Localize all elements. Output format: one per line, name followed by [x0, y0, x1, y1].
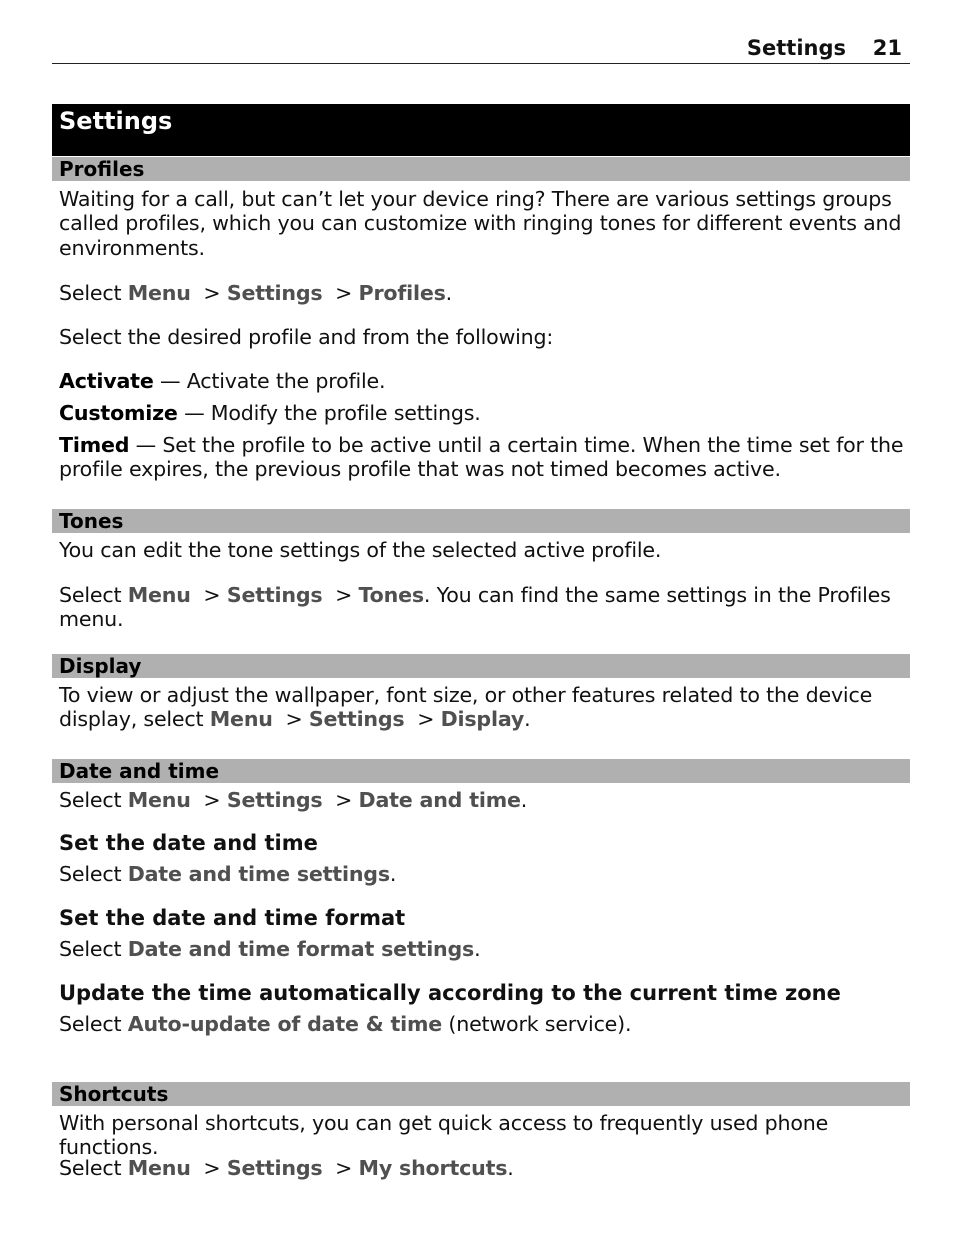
section-header-profiles [52, 157, 910, 181]
set-date-time-instruction: Select Date and time settings. [59, 862, 397, 886]
subheading-auto-update-time: Update the time automatically according to the current time zone [59, 981, 841, 1005]
section-title: Profiles [59, 157, 145, 181]
subheading-set-date-time: Set the date and time [59, 831, 318, 855]
section-title: Display [59, 654, 142, 678]
auto-update-time-instruction: Select Auto-update of date & time (network service). [59, 1012, 632, 1036]
set-date-time-format-instruction: Select Date and time format settings. [59, 937, 481, 961]
section-title: Date and time [59, 759, 220, 783]
display-intro: To view or adjust the wallpaper, font size, or other features related to the device display, select Menu > Settings > Display. [59, 683, 873, 732]
subheading-set-date-time-format: Set the date and time format [59, 906, 406, 930]
section-title: Tones [59, 509, 124, 533]
profile-option-activate: Activate — Activate the profile. [59, 369, 386, 393]
running-header [52, 36, 910, 64]
tones-menu-path: Select Menu > Settings > Tones. You can find the same settings in the Profiles menu. [59, 583, 891, 632]
profile-option-customize: Customize — Modify the profile settings. [59, 401, 481, 425]
profiles-intro: Waiting for a call, but can’t let your device ring? There are various settings groups called profiles, which you can customize with ringing tones for different events and environments. [59, 187, 902, 260]
section-header-shortcuts [52, 1082, 910, 1106]
chapter-title: Settings [59, 107, 173, 135]
date-time-menu-path: Select Menu > Settings > Date and time. [59, 788, 528, 812]
section-header-display [52, 654, 910, 678]
shortcuts-intro: With personal shortcuts, you can get quick access to frequently used phone functions. [59, 1111, 829, 1160]
chapter-title-bar [52, 104, 910, 156]
section-title: Shortcuts [59, 1082, 169, 1106]
section-header-date-and-time [52, 759, 910, 783]
shortcuts-menu-path: Select Menu > Settings > My shortcuts. [59, 1156, 514, 1180]
tones-intro: You can edit the tone settings of the selected active profile. [59, 538, 662, 562]
profile-option-timed: Timed — Set the profile to be active until a certain time. When the time set for the profile expires, the previous profile that was not timed becomes active. [59, 433, 904, 482]
page-number: 21 [872, 36, 902, 60]
section-header-tones [52, 509, 910, 533]
profiles-choose: Select the desired profile and from the following: [59, 325, 554, 349]
profiles-menu-path: Select Menu > Settings > Profiles. [59, 281, 453, 305]
header-section-name: Settings [746, 36, 846, 60]
